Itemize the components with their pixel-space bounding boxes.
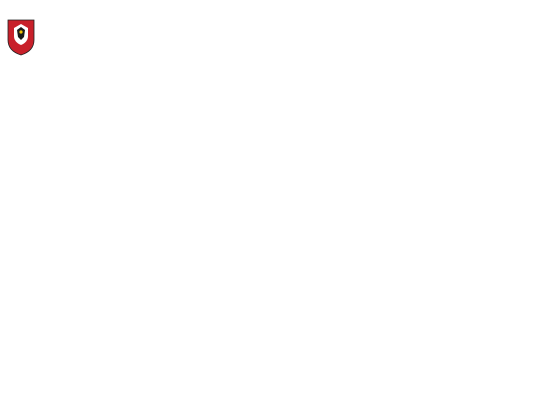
line-number [62, 62, 86, 96]
city-coat-of-arms [6, 18, 36, 56]
day-type-label [10, 100, 55, 250]
